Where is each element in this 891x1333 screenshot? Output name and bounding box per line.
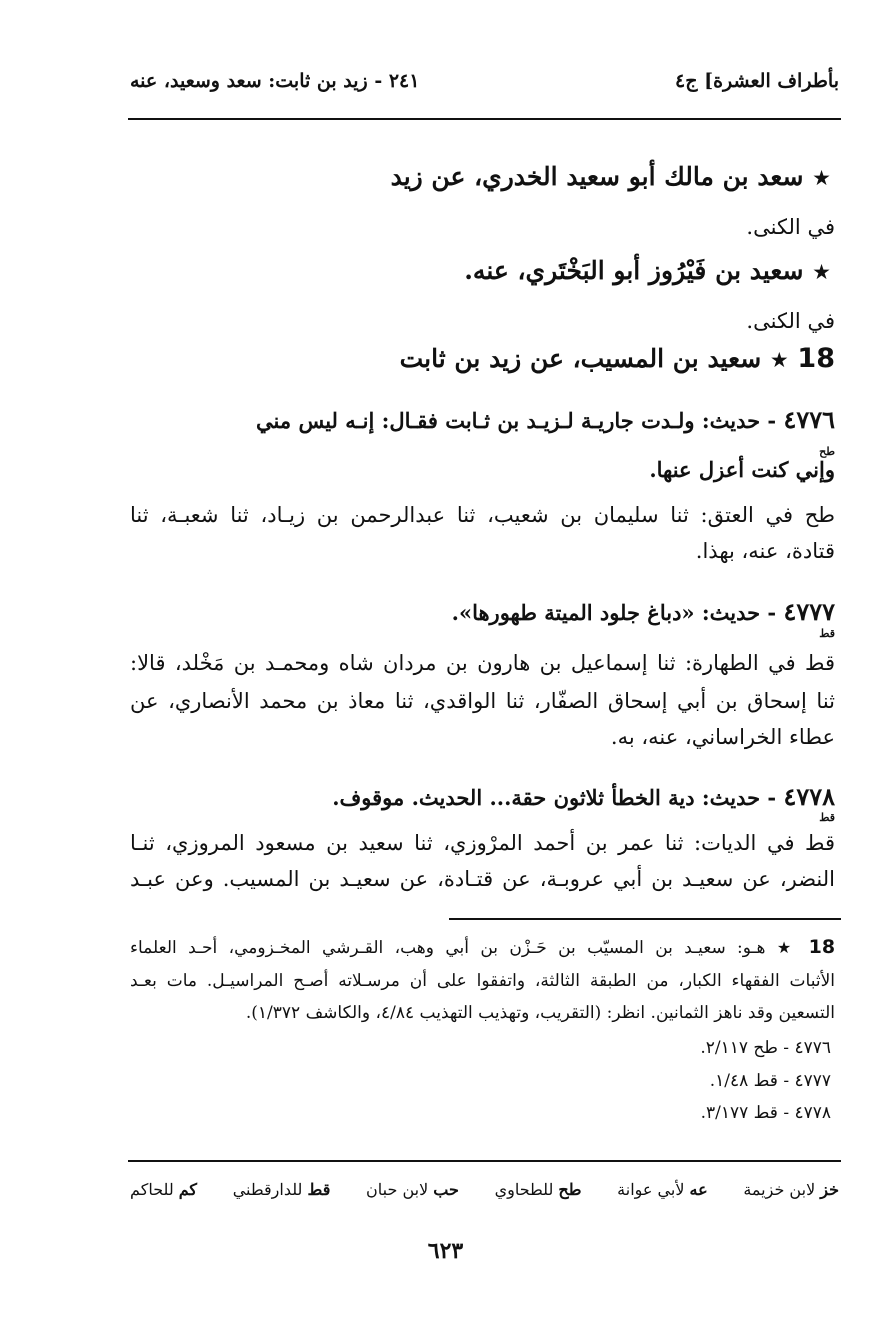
hadith-4776-continuation: وإني كنت أعزل عنها. <box>649 457 835 482</box>
narrator-entry-1-note: في الكنى. <box>746 215 835 239</box>
hadith-4776-chain-line-1 <box>130 500 835 530</box>
abbr-item: خز لابن خزيمة <box>743 1180 839 1199</box>
footnote-text: الأثبات الفقهاء الكبار، من الطبقة الثالثة، واتفقوا على أن مرسـلاته أصـح المراسيـل. مات بعـد <box>130 971 835 991</box>
narrator-entry-2-note: في الكنى. <box>746 309 835 333</box>
hadith-4776-source-mark: طح <box>819 445 835 458</box>
hadith-text: - حديث: ولـدت جاريـة لـزيـد بن ثـابت فقـال: إنـه ليس مني <box>256 408 777 433</box>
hadith-4776-chain-line-2: قتادة، عنه، بهذا. <box>695 539 835 563</box>
abbr-item: كم للحاكم <box>130 1180 198 1199</box>
header-section-title: ٢٤١ - زيد بن ثابت: سعد وسعيد، عنه <box>130 70 420 92</box>
chain-text: قط في الديات: ثنا عمر بن أحمد المرْوزي، ثنا سعيد بن مسعود المروزي، ثنـا <box>130 831 835 855</box>
hadith-4777-chain-line-2 <box>130 686 835 716</box>
footnote-number: 18 <box>808 936 836 958</box>
header-book-title: بأطراف العشرة] ج٤ <box>675 70 839 92</box>
hadith-4778-chain-line-2 <box>130 864 835 894</box>
narrator-name: سعيد بن المسيب، عن زيد بن ثابت <box>399 344 762 373</box>
footnote-line-1 <box>130 934 835 961</box>
running-header <box>130 70 839 104</box>
abbr-item: طح للطحاوي <box>494 1180 582 1199</box>
chain-text: ثنا إسحاق بن أبي إسحاق الصفّار، ثنا الواقدي، ثنا معاذ بن محمد الأنصاري، عن <box>130 689 835 713</box>
hadith-number: ٤٧٧٦ <box>783 405 835 434</box>
abbreviations-rule <box>128 1160 841 1162</box>
hadith-text: - حديث: دية الخطأ ثلاثون حقة... الحديث. موقوف. <box>332 785 777 810</box>
star-icon: ★ <box>812 166 831 190</box>
hadith-4777-chain-line-1 <box>130 648 835 678</box>
hadith-number: ٤٧٧٧ <box>783 597 835 626</box>
star-icon: ★ <box>769 348 789 372</box>
abbreviations-legend <box>130 1180 839 1210</box>
footnote-marker: 18 <box>797 343 835 374</box>
narrator-name: سعيد بن فَيْرُوز أبو البَخْتَري، عنه. <box>464 256 804 285</box>
narrator-name: سعد بن مالك أبو سعيد الخدري، عن زيد <box>390 162 804 191</box>
hadith-4777-source-mark: قط <box>819 627 835 640</box>
hadith-4777-chain-line-3: عطاء الخراساني، عنه، به. <box>610 725 835 749</box>
chain-text: قط في الطهارة: ثنا إسماعيل بن هارون بن مردان شاه ومحمـد بن مَخْلد، قالا: <box>130 651 835 675</box>
hadith-number: ٤٧٧٨ <box>783 782 835 811</box>
header-rule <box>128 118 841 120</box>
footnote-ref-4778: ٤٧٧٨ - قط ٣/١٧٧. <box>700 1103 831 1123</box>
abbr-item: عه لأبي عوانة <box>617 1180 708 1199</box>
star-icon: ★ <box>812 260 831 284</box>
hadith-4778-chain-line-1 <box>130 828 835 858</box>
hadith-4778-source-mark: قط <box>819 811 835 824</box>
footnote-ref-4777: ٤٧٧٧ - قط ١/٤٨. <box>709 1071 831 1091</box>
hadith-4776-heading <box>130 405 835 436</box>
narrator-entry-1 <box>130 162 831 193</box>
star-icon: ★ <box>776 938 798 957</box>
footnote-text: هـو: سعيـد بن المسيّب بن حَـزْن بن أبي وهب، القـرشي المخـزومي، أحـد العلماء <box>130 938 766 958</box>
hadith-text: - حديث: «دباغ جلود الميتة طهورها». <box>451 600 777 625</box>
footnote-rule <box>449 918 841 920</box>
hadith-4778-heading <box>130 782 835 813</box>
narrator-entry-3 <box>130 344 835 375</box>
page-number: ٦٢٣ <box>427 1238 464 1264</box>
footnote-line-2 <box>130 968 835 994</box>
abbr-item: قط للدارقطني <box>232 1180 331 1199</box>
chain-text: النضر، عن سعيـد بن أبي عروبـة، عن قتـادة، عن سعيـد بن المسيب. وعن عبـد <box>130 867 835 891</box>
footnote-line-3: التسعين وقد ناهز الثمانين. انظر: (التقريب، وتهذيب التهذيب ٤/٨٤، والكاشف ١/٣٧٢). <box>245 1003 835 1023</box>
abbr-item: حب لابن حبان <box>366 1180 459 1199</box>
footnote-ref-4776: ٤٧٧٦ - طح ٢/١١٧. <box>700 1038 831 1058</box>
chain-text: طح في العتق: ثنا سليمان بن شعيب، ثنا عبدالرحمن بن زيـاد، ثنا شعبـة، ثنا <box>130 503 835 527</box>
hadith-4777-heading <box>130 597 835 628</box>
narrator-entry-2 <box>130 256 831 287</box>
